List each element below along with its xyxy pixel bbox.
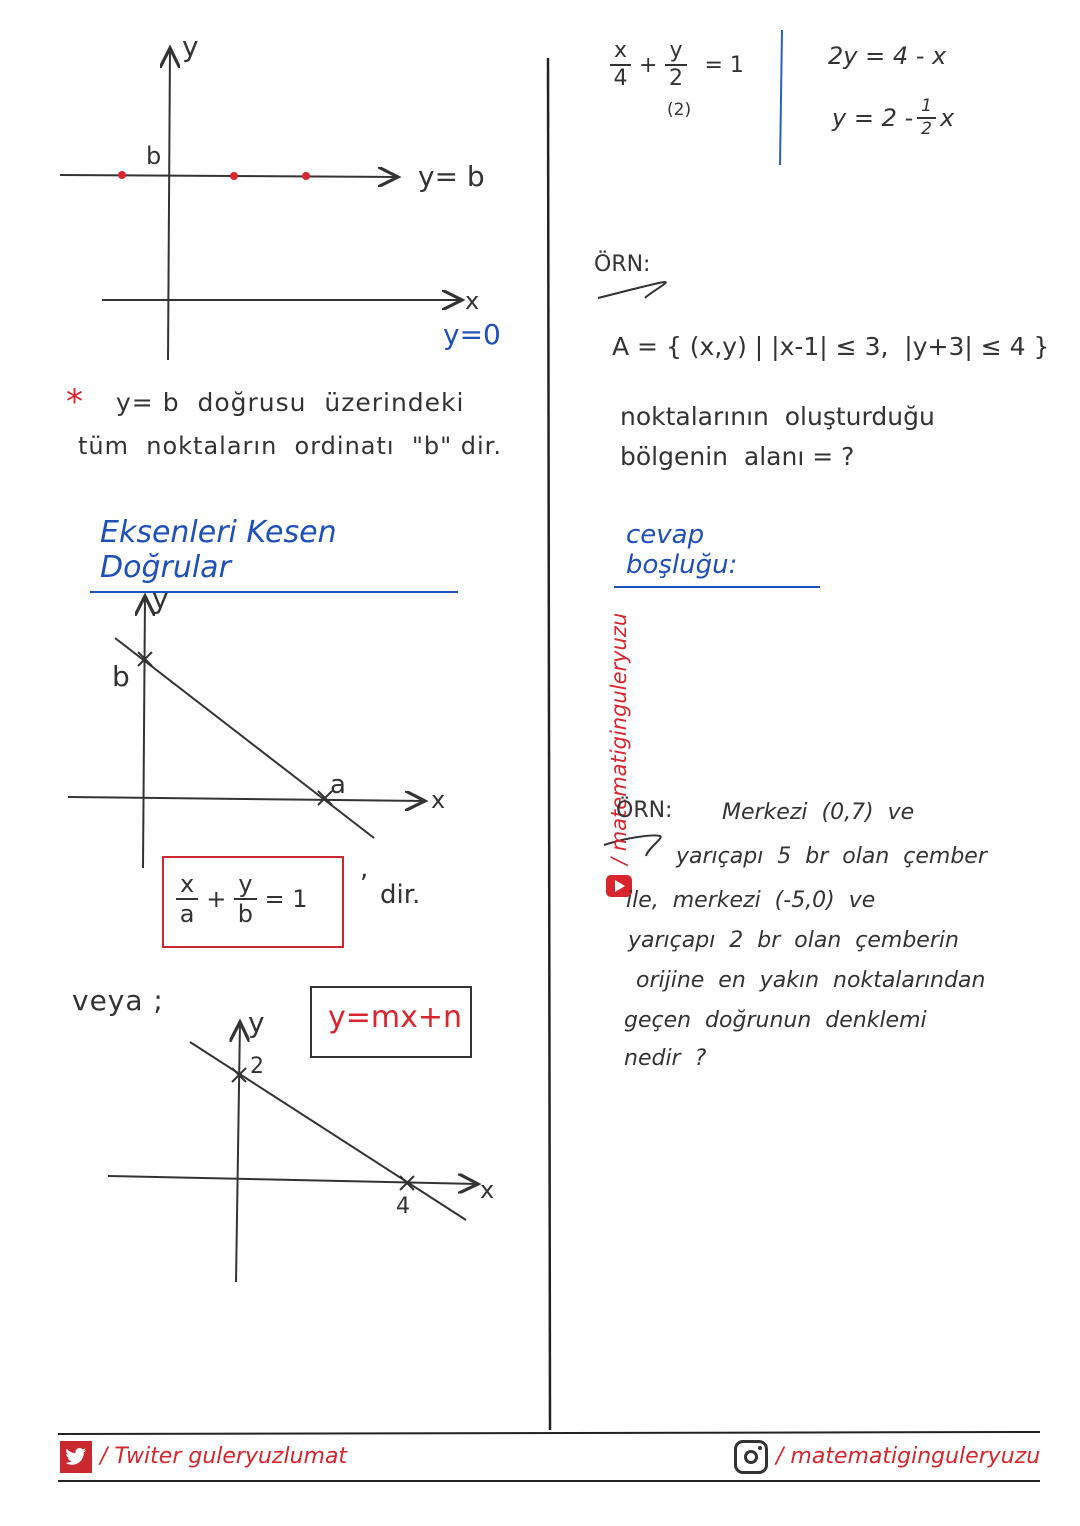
formula1-b: b [237, 900, 254, 928]
graph1-x-axis-eq: y=0 [443, 318, 501, 351]
formula1-eq: = 1 [264, 885, 308, 913]
eq-top-4: 4 [613, 66, 628, 91]
center-divider [548, 58, 550, 1430]
eq-top [610, 40, 744, 90]
graph3-x-label: x [480, 1176, 495, 1204]
formula2: y=mx+n [328, 1000, 463, 1035]
graph3-axes [108, 1022, 478, 1282]
graph1-point [230, 172, 238, 180]
eq-line2 [832, 98, 954, 138]
q2-line-6: geçen doğrunun denklemi [624, 1008, 927, 1033]
eq-top-mult: (2) [667, 100, 692, 120]
twitter-handle: / Twiter guleryuzlumat [100, 1444, 348, 1469]
eq-top-plus: + [639, 52, 658, 78]
formula1-y: y [234, 872, 256, 900]
eq-line1: 2y = 4 - x [828, 42, 947, 70]
orn1-label: ÖRN: [594, 252, 651, 277]
q2-line-5: orijine en yakın noktalarından [636, 968, 986, 993]
orn2-label: ÖRN: [616, 798, 673, 823]
graph2-b-label: b [112, 660, 130, 693]
graph1-axes [60, 48, 462, 360]
eq-top-eq: = 1 [704, 52, 744, 78]
formula1-x: x [176, 872, 198, 900]
blue-divider [780, 30, 782, 165]
formula1-plus: + [206, 885, 227, 913]
formula1-a: a [179, 900, 195, 928]
graph1-line-yb [60, 175, 398, 177]
center-watermark-text: / matematiginguleryuzu [607, 612, 631, 865]
eq-top-y: y [665, 40, 686, 66]
graph2-a-label: a [330, 770, 346, 800]
answer-space-title: cevap boşluğu: [614, 520, 820, 588]
graph3-y-int: 2 [250, 1054, 264, 1079]
graph2-x-label: x [431, 786, 446, 814]
graph3-x-int: 4 [396, 1194, 410, 1219]
q2-line-4: yarıçapı 2 br olan çemberin [628, 928, 959, 953]
section-title: Eksenleri Kesen Doğrular [90, 515, 458, 593]
note-line2: tüm noktaların ordinatı "b" dir. [78, 432, 502, 460]
instagram-icon [734, 1440, 768, 1474]
eq-line2-den: 2 [921, 119, 932, 139]
graph2-axes [68, 596, 425, 868]
eq-line2-a: y = 2 - [832, 104, 914, 132]
note-line1: y= b doğrusu üzerindeki [116, 388, 465, 417]
center-watermark [604, 559, 634, 899]
graph2-line [115, 638, 374, 838]
graph1-point [118, 171, 126, 179]
comma: , [360, 854, 369, 884]
q2-line-7: nedir ? [624, 1046, 707, 1071]
q2-line-2: yarıçapı 5 br olan çember [676, 844, 987, 869]
eq-top-2: 2 [668, 66, 683, 91]
q1-line1: noktalarının oluşturduğu [620, 402, 935, 431]
twitter-icon [60, 1441, 92, 1473]
set-expression: A = { (x,y) | |x-1| ≤ 3, |y+3| ≤ 4 } [612, 332, 1050, 361]
eq-line2-num: 1 [917, 98, 936, 119]
orn1-squiggle [598, 282, 666, 298]
eq-top-x: x [610, 40, 631, 66]
dir-label: dir. [380, 880, 421, 910]
veya-label: veya ; [72, 984, 164, 1017]
note-star: * [66, 382, 83, 422]
graph1-y-label: y [182, 30, 199, 63]
q2-line-1: Merkezi (0,7) ve [722, 800, 915, 825]
q1-line2: bölgenin alanı = ? [620, 442, 855, 471]
graph2-y-label: y [152, 582, 169, 615]
q2-line-3: ile, merkezi (-5,0) ve [626, 888, 876, 913]
graph1-point [302, 172, 310, 180]
instagram-handle: / matematiginguleryuzu [776, 1444, 1041, 1469]
graph3-y-label: y [248, 1006, 265, 1039]
graph1-x-label: x [465, 287, 480, 315]
graph1-line-label: y= b [418, 160, 485, 193]
formula1 [176, 872, 308, 926]
eq-line2-b: x [939, 104, 955, 132]
footer-line-top [58, 1432, 1040, 1434]
graph1-b-label: b [146, 142, 162, 170]
